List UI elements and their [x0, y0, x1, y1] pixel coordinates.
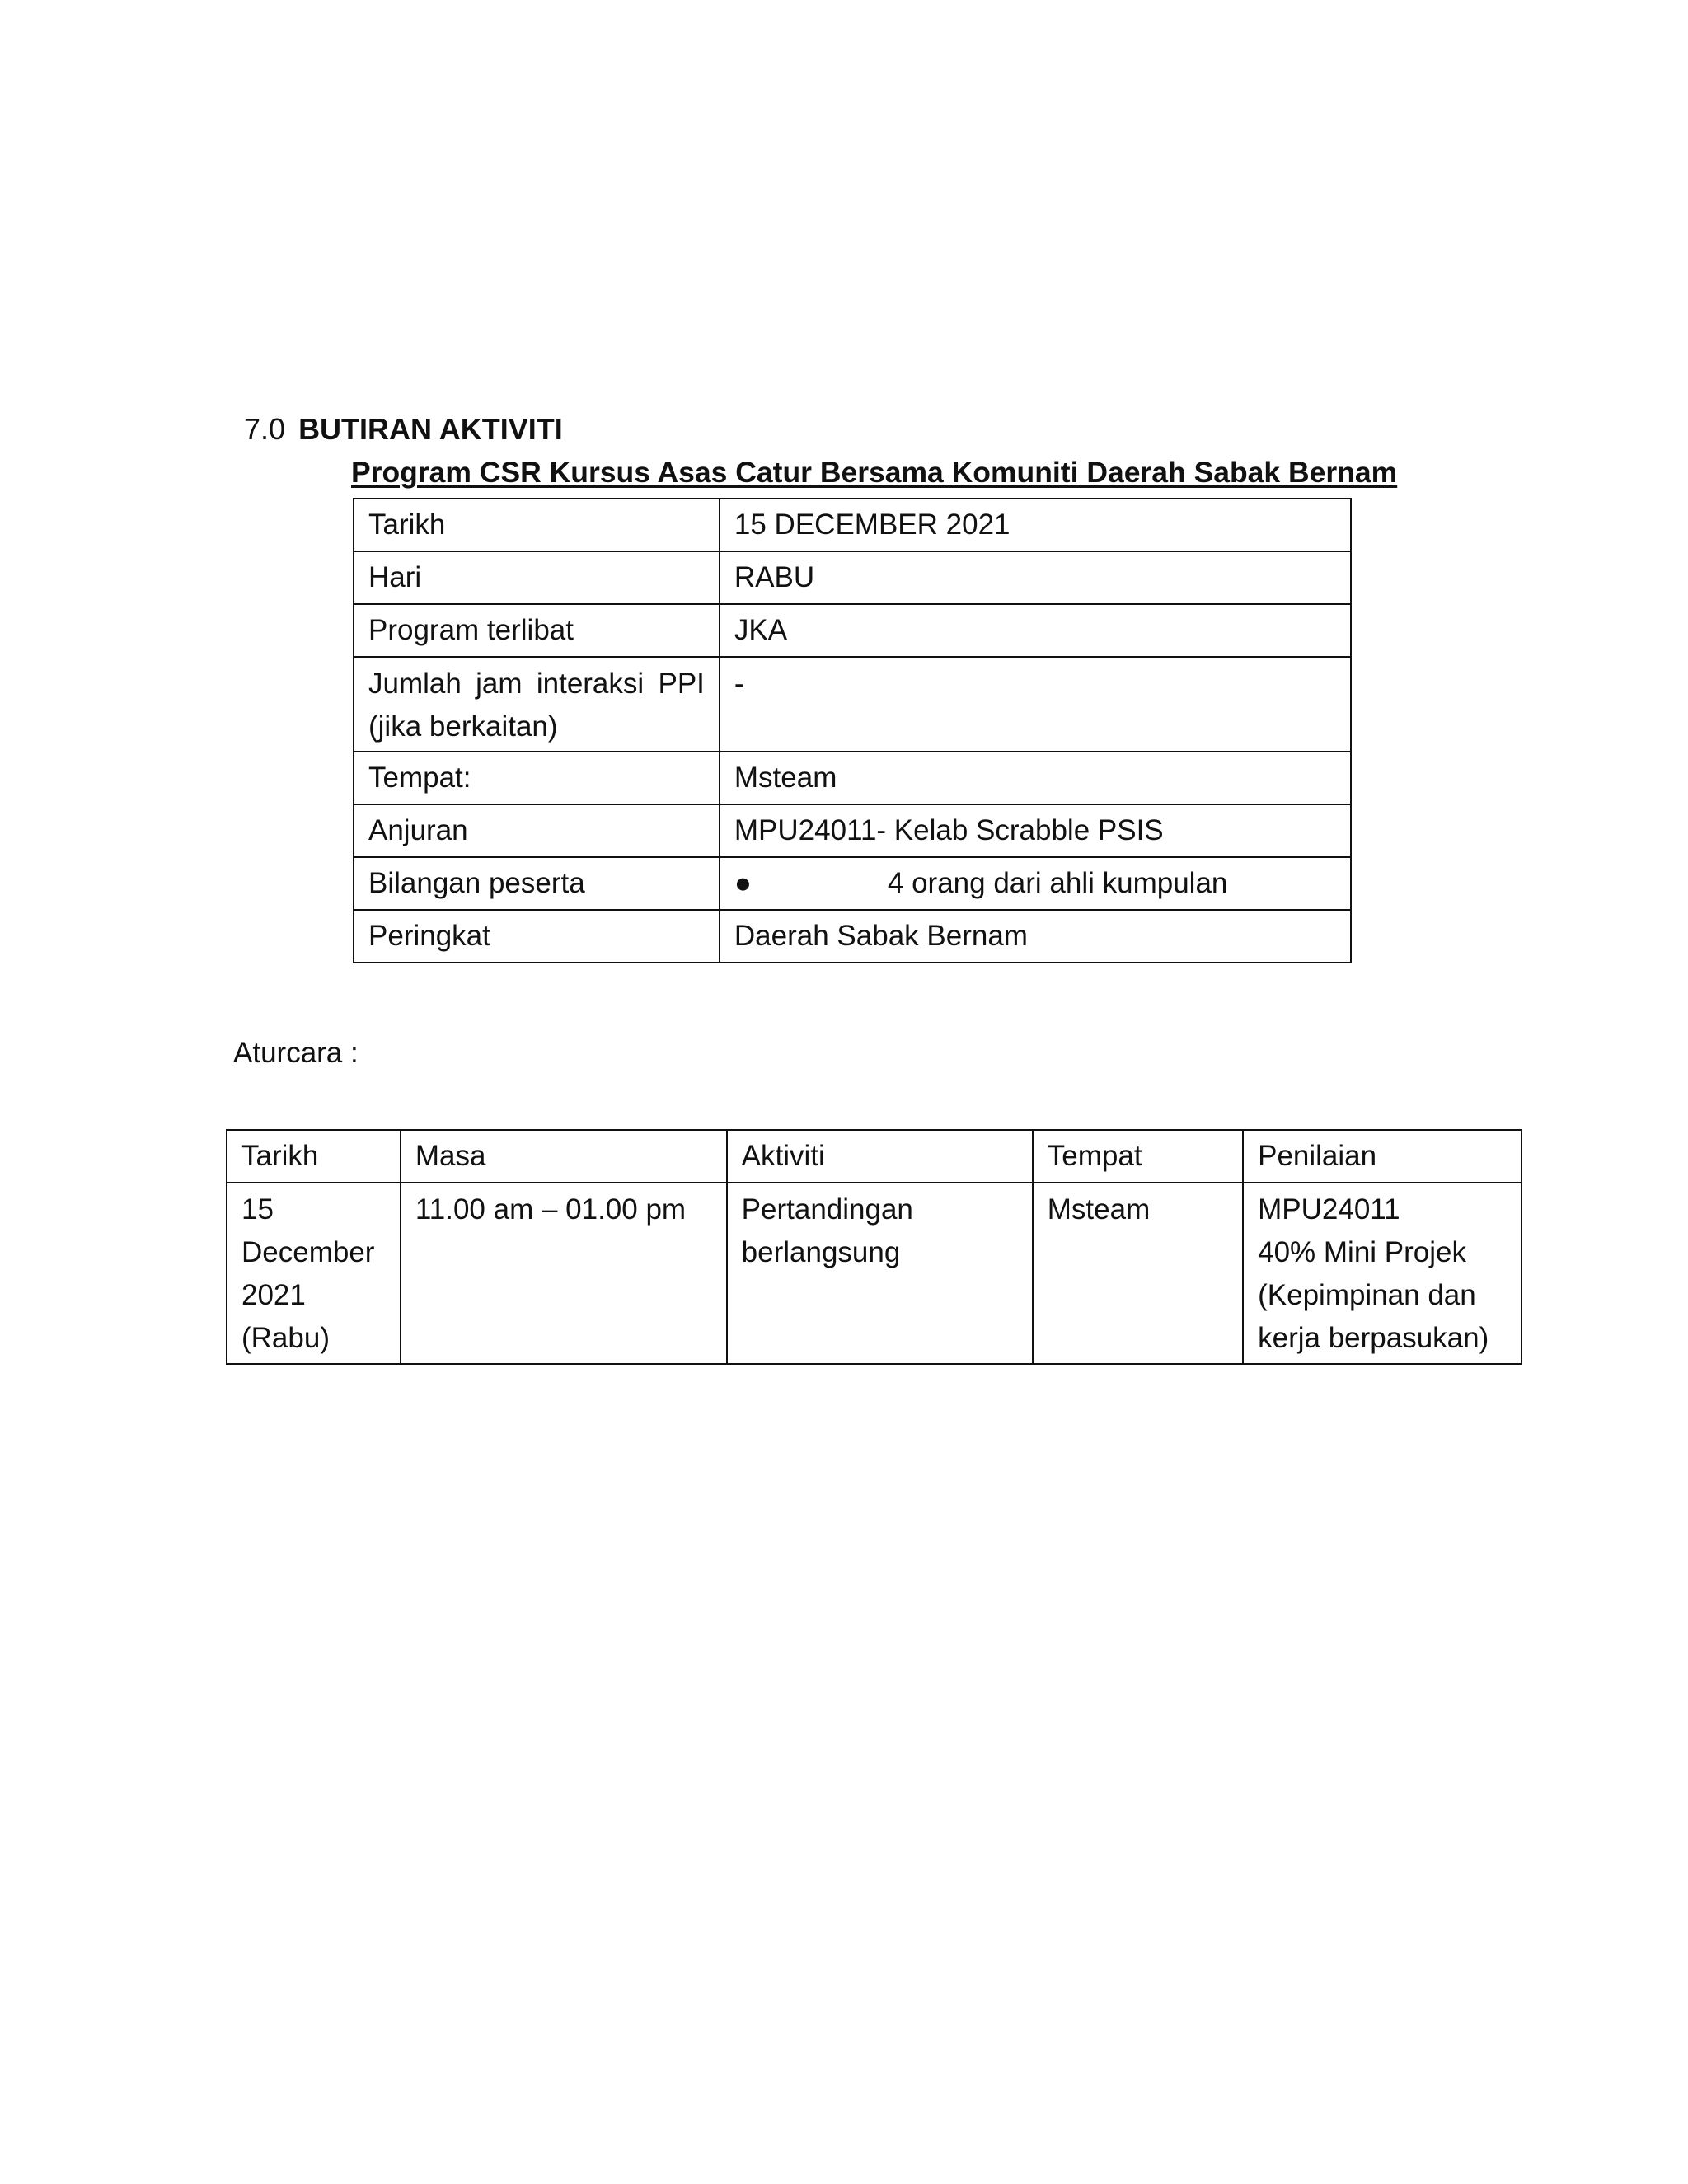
activity-details-table [353, 498, 1352, 963]
column-header: Tempat [1033, 1130, 1243, 1183]
table-row [354, 657, 1351, 752]
detail-value: MPU24011- Kelab Scrabble PSIS [720, 804, 1351, 857]
cell-line: (Rabu) [241, 1322, 330, 1354]
column-header: Penilaian [1243, 1130, 1522, 1183]
detail-value-text: 4 orang dari ahli kumpulan [887, 867, 1228, 899]
detail-value: RABU [720, 551, 1351, 604]
table-row [354, 551, 1351, 604]
table-row [354, 604, 1351, 657]
detail-value: JKA [720, 604, 1351, 657]
aturcara-label: Aturcara : [233, 1037, 359, 1069]
table-header-row [227, 1130, 1522, 1183]
schedule-aktiviti-cell [727, 1183, 1033, 1364]
cell-line: kerja berpasukan) [1258, 1322, 1489, 1354]
section-number: 7.0 [244, 412, 286, 446]
detail-value: Daerah Sabak Bernam [720, 910, 1351, 963]
cell-line: 11.00 am – 01.00 pm [415, 1193, 687, 1226]
table-row [354, 910, 1351, 963]
detail-value: - [720, 657, 1351, 752]
bullet-icon: ● [734, 867, 753, 899]
column-header: Masa [401, 1130, 727, 1183]
table-row [354, 804, 1351, 857]
detail-label: Bilangan peserta [354, 857, 720, 910]
detail-label [354, 657, 720, 752]
cell-line: 15 [241, 1193, 274, 1226]
detail-label: Anjuran [354, 804, 720, 857]
section-heading [244, 412, 563, 447]
detail-value: 15 DECEMBER 2021 [720, 499, 1351, 551]
section-title: BUTIRAN AKTIVITI [298, 412, 563, 446]
table-row [354, 752, 1351, 804]
detail-value: Msteam [720, 752, 1351, 804]
program-title: Program CSR Kursus Asas Catur Bersama Komuniti Daerah Sabak Bernam [351, 456, 1398, 489]
cell-line: Pertandingan [741, 1193, 913, 1226]
table-row [354, 499, 1351, 551]
detail-label: Tempat: [354, 752, 720, 804]
detail-label: Hari [354, 551, 720, 604]
cell-line: Msteam [1047, 1193, 1151, 1226]
schedule-tempat-cell [1033, 1183, 1243, 1364]
detail-label-line: (jika berkaitan) [368, 710, 558, 743]
cell-line: December [241, 1236, 375, 1268]
cell-line: MPU24011 [1258, 1193, 1400, 1226]
cell-line: 2021 [241, 1279, 306, 1311]
cell-line: (Kepimpinan dan [1258, 1279, 1476, 1311]
cell-line: berlangsung [741, 1236, 901, 1268]
detail-label: Tarikh [354, 499, 720, 551]
detail-label-line: Jumlah jam interaksi PPI [368, 668, 705, 700]
table-row [227, 1183, 1522, 1364]
detail-label: Peringkat [354, 910, 720, 963]
detail-value [720, 857, 1351, 910]
schedule-masa-cell [401, 1183, 727, 1364]
detail-label: Program terlibat [354, 604, 720, 657]
column-header: Tarikh [227, 1130, 401, 1183]
table-row [354, 857, 1351, 910]
column-header: Aktiviti [727, 1130, 1033, 1183]
cell-line: 40% Mini Projek [1258, 1236, 1466, 1268]
schedule-tarikh-cell [227, 1183, 401, 1364]
schedule-penilaian-cell [1243, 1183, 1522, 1364]
schedule-table [226, 1129, 1522, 1365]
